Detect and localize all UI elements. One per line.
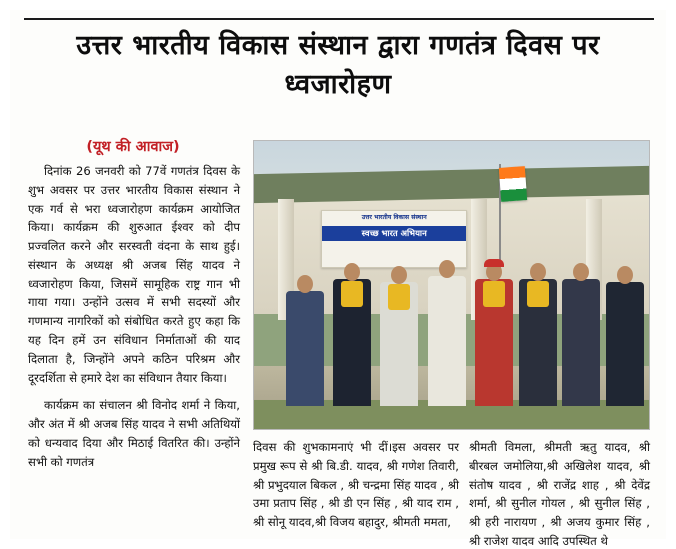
- article-column-right: [469, 438, 650, 549]
- person-head: [573, 263, 589, 281]
- person-head: [297, 275, 313, 293]
- person-head: [617, 266, 633, 284]
- person-head: [439, 260, 455, 278]
- person-scarf: [527, 281, 549, 307]
- article-paragraph: दिवस की शुभकामनाएं भी दीं।इस अवसर पर प्रमुख रूप से श्री बि.डी. यादव, श्री गणेश तिवारी, श्री प्रभुदयाल बिकल , श्री चन्द्रमा सिंह यादव , श्री उमा प्रताप सिंह , श्री डी एन सिंह , श्री याद राम , श्री सोनू यादव,श्री विजय बहादुर, श्रीमती ममता,: [253, 440, 459, 530]
- photo-person: [380, 282, 418, 406]
- indian-flag-icon: [499, 166, 527, 202]
- person-cap: [484, 259, 504, 267]
- person-scarf: [341, 281, 363, 307]
- article-photo: [253, 140, 650, 430]
- article-paragraph: श्रीमती विमला, श्रीमती ऋतु यादव, श्री बीरबल जमोलिया,श्री अखिलेश यादव, श्री संतोष यादव , श्री राजेंद्र शाह , श्री देवेंद्र शर्मा, श्री सुनील गोयल , श्री सुनील सिंह , श्री हरी नारायण , श्री अजय कुमार सिंह , श्री राजेश यादव आदि उपस्थित थे: [469, 440, 650, 548]
- photo-person: [606, 282, 644, 406]
- section-subhead: (यूथ की आवाज): [86, 139, 180, 155]
- person-head: [391, 266, 407, 284]
- photo-person: [286, 291, 324, 406]
- page-title: उत्तर भारतीय विकास संस्थान द्वारा गणतंत्र दिवस पर ध्वजारोहण: [76, 30, 600, 101]
- article-column-middle: [253, 438, 459, 532]
- person-head: [530, 263, 546, 281]
- photo-person: [333, 279, 371, 406]
- person-scarf: [483, 281, 505, 307]
- article-column-left: [28, 162, 240, 481]
- photo-person: [428, 276, 466, 406]
- event-banner: [321, 210, 467, 268]
- article-paragraph: दिनांक 26 जनवरी को 77वें गणतंत्र दिवस के शुभ अवसर पर उत्तर भारतीय विकास संस्थान ने एक गर्व से भरा ध्वजारोहण कार्यक्रम आयोजित किया। कार्यक्रम की शुरुआत ईश्वर को दीप प्रज्वलित करने और सरस्वती वंदना के साथ हुई। संस्थान के अध्यक्ष श्री अजब सिंह यादव ने ध्वजारोहण किया, जिसमें सामूहिक राष्ट्र गान भी गाया गया। उन्होंने उत्सव में सभी सदस्यों और गणमान्य नागरिकों को संबोधित करते हुए कहा कि यह दिन हमें उन संविधान निर्माताओं की याद दिलाता है, जिन्होंने अपने कठिन परिश्रम और दूरदर्शिता से हमारे देश का संविधान तैयार किया।: [28, 164, 240, 385]
- top-divider-rule: [24, 18, 654, 20]
- photo-person: [562, 279, 600, 406]
- article-paper: [10, 10, 666, 548]
- person-head: [344, 263, 360, 281]
- person-scarf: [388, 284, 410, 310]
- photo-person: [475, 279, 513, 406]
- banner-campaign-name: स्वच्छ भारत अभियान: [322, 226, 466, 241]
- photo-person: [519, 279, 557, 406]
- article-paragraph: कार्यक्रम का संचालन श्री विनोद शर्मा ने किया, और अंत में श्री अजब सिंह यादव ने सभी अतिथियों को धन्यवाद दिया और मिठाई वितरित की। उन्होंने सभी को गणतंत्र: [28, 398, 240, 469]
- banner-organization-name: उत्तर भारतीय विकास संस्थान: [361, 214, 427, 222]
